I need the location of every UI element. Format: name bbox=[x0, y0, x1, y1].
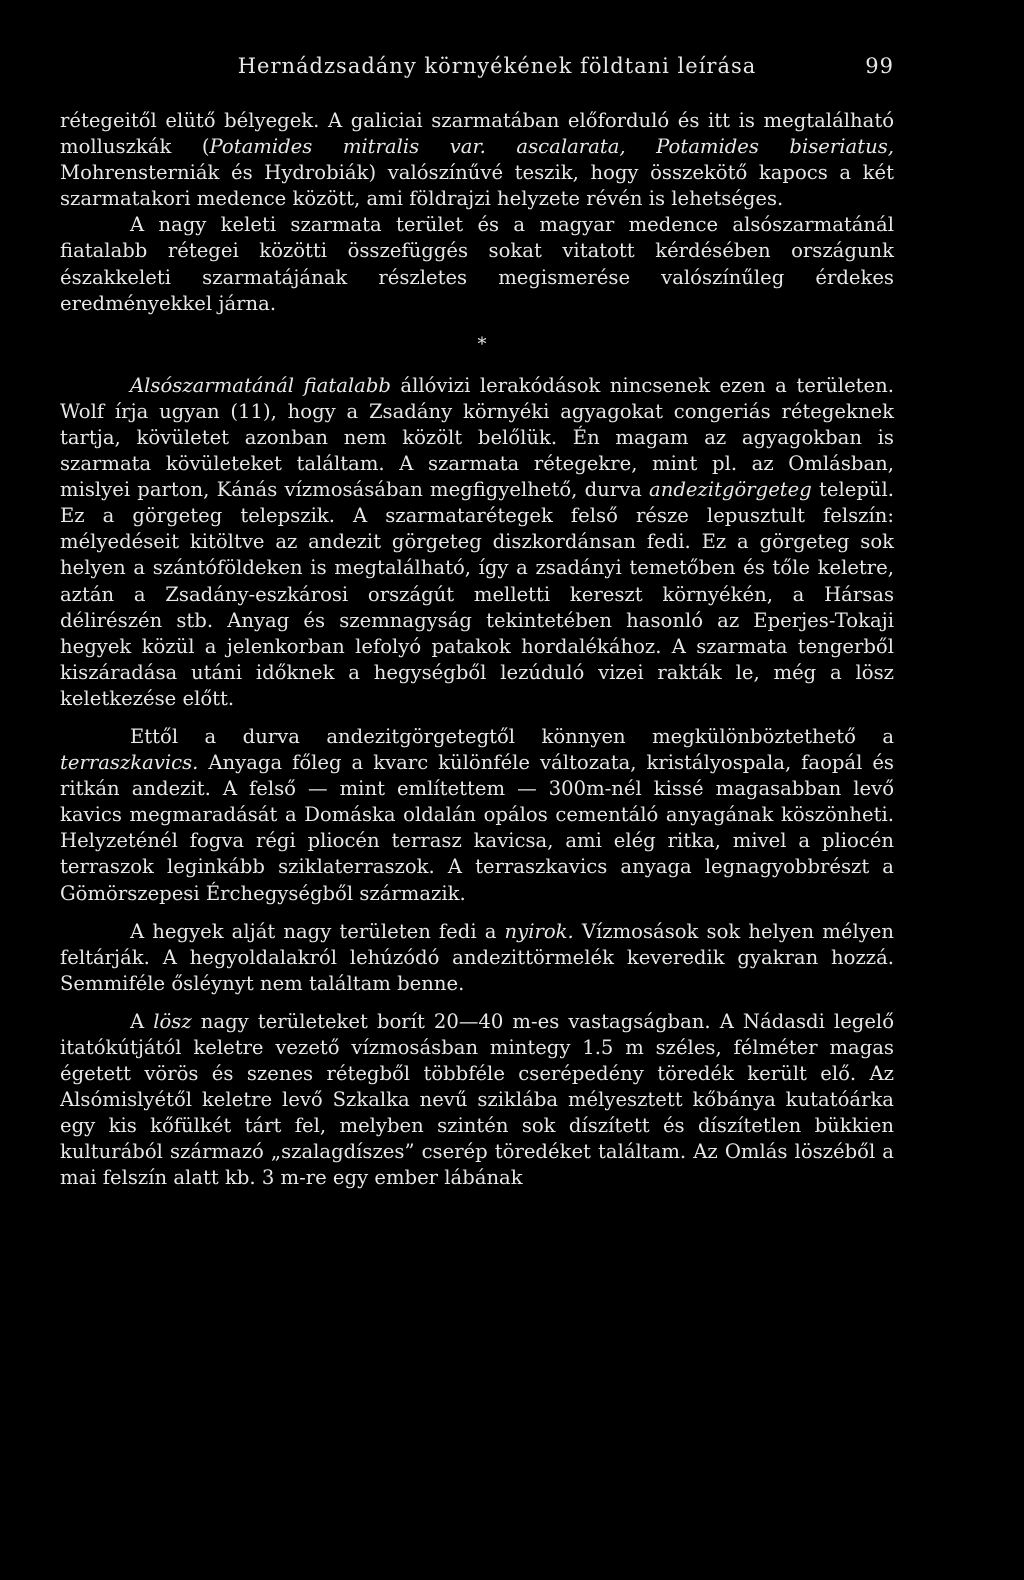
paragraph-4 bbox=[60, 724, 894, 907]
paragraph-5 bbox=[60, 919, 894, 997]
section-separator: * bbox=[477, 333, 487, 355]
paragraph-3 bbox=[60, 373, 894, 712]
p3-italic-heading: Alsószarmatánál fiatalabb bbox=[130, 373, 391, 397]
p3-italic-term: andezitgörgeteg bbox=[649, 478, 812, 502]
p1-species-italic: Potamides mitralis var. ascalarata, Potamides biseriatus, bbox=[209, 135, 894, 159]
running-title: Hernádzsadány környékének földtani leírása bbox=[237, 54, 757, 78]
p1-text-a: rétegeitől elütő bélyegek. A galiciai szarmatában előforduló és itt is megtalálható molluszkák ( bbox=[60, 109, 894, 159]
body-text bbox=[60, 108, 894, 1192]
p5-text-a: A hegyek alját nagy területen fedi a bbox=[130, 919, 505, 943]
page-number: 99 bbox=[865, 54, 894, 78]
p1-text-c: Mohrensterniák és Hydrobiák) valószínűvé teszik, hogy összekötő kapocs a két szarmatakori medence között, ami földrajzi helyzete révén is lehetséges. bbox=[60, 161, 894, 211]
paragraph-2: A nagy keleti szarmata terület és a magyar medence alsószarmatánál fiatalabb rétegei közötti összefüggés sokat vitatott kérdésében országunk északkeleti szarmatájának részletes megismerése valószínűleg érdekes eredményekkel járna. bbox=[60, 213, 894, 315]
p3-text-b: állóvizi lerakódások nincsenek ezen a területen. Wolf írja ugyan (11), hogy a Zsadány környéki agyagokat congeriás rétegeknek tartja, kövületet azonban nem közölt belőlük. Én magam az agyagokban is szarmata kövületeket találtam. A szarmata rétegekre, mint pl. az Omlásban, mislyei parton, Kánás vízmosásában megfigyelhető, durva bbox=[60, 373, 894, 502]
p5-italic-term: nyirok. bbox=[504, 919, 574, 943]
p3-text-d: települ. Ez a görgeteg telepszik. A szarmatarétegek felső része lepusztult felszín: mélyedéseit kitöltve az andezit görgeteg diszkordánsan fedi. Ez a görgeteg sok helyen a szántóföldeken is megtalálható, így a zsadányi temetőben és tőle keletre, aztán a Zsadány-eszkárosi országút melletti kereszt környékén, a Hársas délirészén stb. Anyag és szemnagyság tekintetében hasonló az Eperjes-Tokaji hegyek közül a jelenkorban lefolyó patakok hordalékához. A szarmata tengerből kiszáradása utáni időknek a hegységből lezúduló vizei rakták le, még a lösz keletkezése előtt. bbox=[60, 478, 894, 710]
running-header bbox=[60, 54, 894, 94]
p6-text-c: nagy területeket borít 20—40 m-es vastagságban. A Nádasdi legelő itatókútjától keletre vezető vízmosásban mintegy 1.5 m széles, félméter magas égetett vörös és szenes rétegből többféle cserépedény töredék került elő. Az Alsómislyétől keletre levő Szkalka nevű sziklába mélyesztett kőbánya kutatóárka egy kis kőfülkét tárt fel, melyben szintén sok díszített és díszítetlen bükkien kulturából származó „szalagdíszes” cserép töredéket találtam. Az Omlás löszéből a mai felszín alatt kb. 3 m-re egy ember lábának bbox=[60, 1009, 894, 1190]
p5-text-c: Vízmosások sok helyen mélyen feltárják. A hegyoldalakról lehúzódó andezittörmelék keveredik gyakran hozzá. Semmiféle ősléynyt nem találtam benne. bbox=[60, 919, 894, 995]
paragraph-1 bbox=[60, 108, 894, 212]
p6-text-a: A bbox=[130, 1009, 154, 1033]
p4-text-c: Anyaga főleg a kvarc különféle változata, kristályospala, faopál és ritkán andezit. A felső — mint említettem — 300m-nél kissé magasabban levő kavics megmaradását a Domáska oldalán opálos cementáló anyagának köszönheti. Helyzeténél fogva régi pliocén terrasz kavicsa, ami elég ritka, mivel a pliocén terraszok leginkább sziklaterraszok. A terraszkavics anyaga legnagyobbrészt a Gömörszepesi Érchegységből származik. bbox=[60, 751, 894, 905]
p6-italic-term: lösz bbox=[153, 1009, 192, 1033]
p4-italic-term: terraszkavics. bbox=[60, 751, 199, 775]
paragraph-6 bbox=[60, 1009, 894, 1192]
p4-text-a: Ettől a durva andezitgörgetegtől könnyen megkülönböztethető a bbox=[130, 724, 894, 748]
